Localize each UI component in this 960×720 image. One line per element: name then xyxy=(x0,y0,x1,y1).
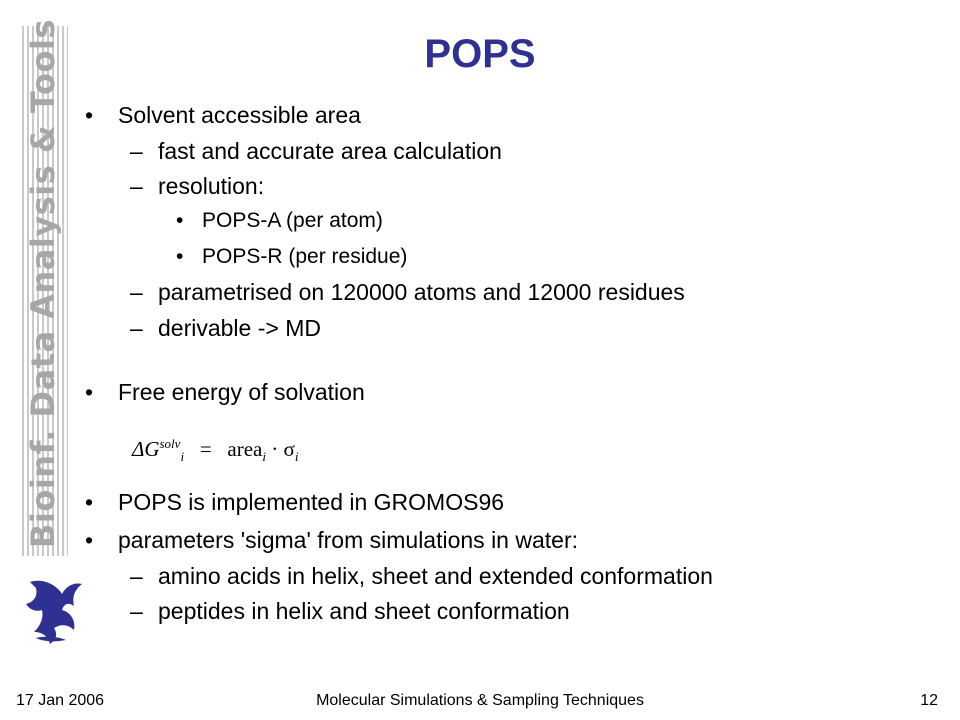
sub-bullet-item xyxy=(130,314,321,342)
griffin-logo-icon xyxy=(22,576,88,648)
bullet-marker: – xyxy=(130,563,143,589)
formula-dot: · xyxy=(271,437,279,461)
bullet-text: Solvent accessible area xyxy=(118,102,361,128)
vertical-band-title: Bioinf. Data Analysis & Tools xyxy=(24,18,62,548)
bullet-marker: – xyxy=(130,138,143,164)
bullet-text: POPS-A (per atom) xyxy=(202,209,383,232)
bullet-text: POPS is implemented in GROMOS96 xyxy=(118,489,505,515)
bullet-marker: • xyxy=(176,209,184,232)
solvation-formula xyxy=(132,436,298,465)
bullet-marker: • xyxy=(85,527,94,553)
formula-sigma-subscript: i xyxy=(294,449,299,465)
formula-subscript: i xyxy=(180,449,185,465)
bullet-marker: – xyxy=(130,315,143,341)
bullet-marker: – xyxy=(130,598,143,624)
formula-superscript: solv xyxy=(159,436,181,451)
bullet-item xyxy=(85,526,578,554)
footer-page-number: 12 xyxy=(920,692,938,709)
bullet-marker: • xyxy=(85,102,94,128)
formula-delta-g: ΔG xyxy=(132,437,160,461)
formula-equals: = xyxy=(199,437,212,461)
bullet-text: Free energy of solvation xyxy=(118,379,365,405)
sub-bullet-item xyxy=(130,172,264,200)
bullet-text: resolution: xyxy=(158,173,265,199)
slide-title: POPS xyxy=(424,32,536,76)
bullet-marker: – xyxy=(130,279,143,305)
sub-sub-bullet-item xyxy=(176,243,407,271)
bullet-text: fast and accurate area calculation xyxy=(158,138,502,164)
bullet-marker: – xyxy=(130,173,143,199)
bullet-text: peptides in helix and sheet conformation xyxy=(158,598,570,624)
bullet-item xyxy=(85,101,361,129)
sub-bullet-item xyxy=(130,597,570,625)
sub-bullet-item xyxy=(130,278,685,306)
bullet-marker: • xyxy=(176,245,184,268)
bullet-text: parametrised on 120000 atoms and 12000 residues xyxy=(158,279,685,305)
sub-bullet-item xyxy=(130,137,502,165)
footer-course-title: Molecular Simulations & Sampling Techniques xyxy=(316,692,644,709)
bullet-text: POPS-R (per residue) xyxy=(202,245,408,268)
bullet-text: parameters 'sigma' from simulations in water: xyxy=(118,527,578,553)
formula-sigma: σ xyxy=(283,437,295,461)
bullet-marker: • xyxy=(85,489,94,515)
bullet-text: derivable -> MD xyxy=(158,315,321,341)
bullet-marker: • xyxy=(85,379,94,405)
bullet-item xyxy=(85,378,365,406)
formula-area-subscript: i xyxy=(262,449,267,465)
bullet-text: amino acids in helix, sheet and extended conformation xyxy=(158,563,713,589)
sub-bullet-item xyxy=(130,562,713,590)
formula-area: area xyxy=(227,437,263,461)
sub-sub-bullet-item xyxy=(176,207,383,235)
footer-date: 17 Jan 2006 xyxy=(16,692,105,709)
bullet-item xyxy=(85,488,504,516)
